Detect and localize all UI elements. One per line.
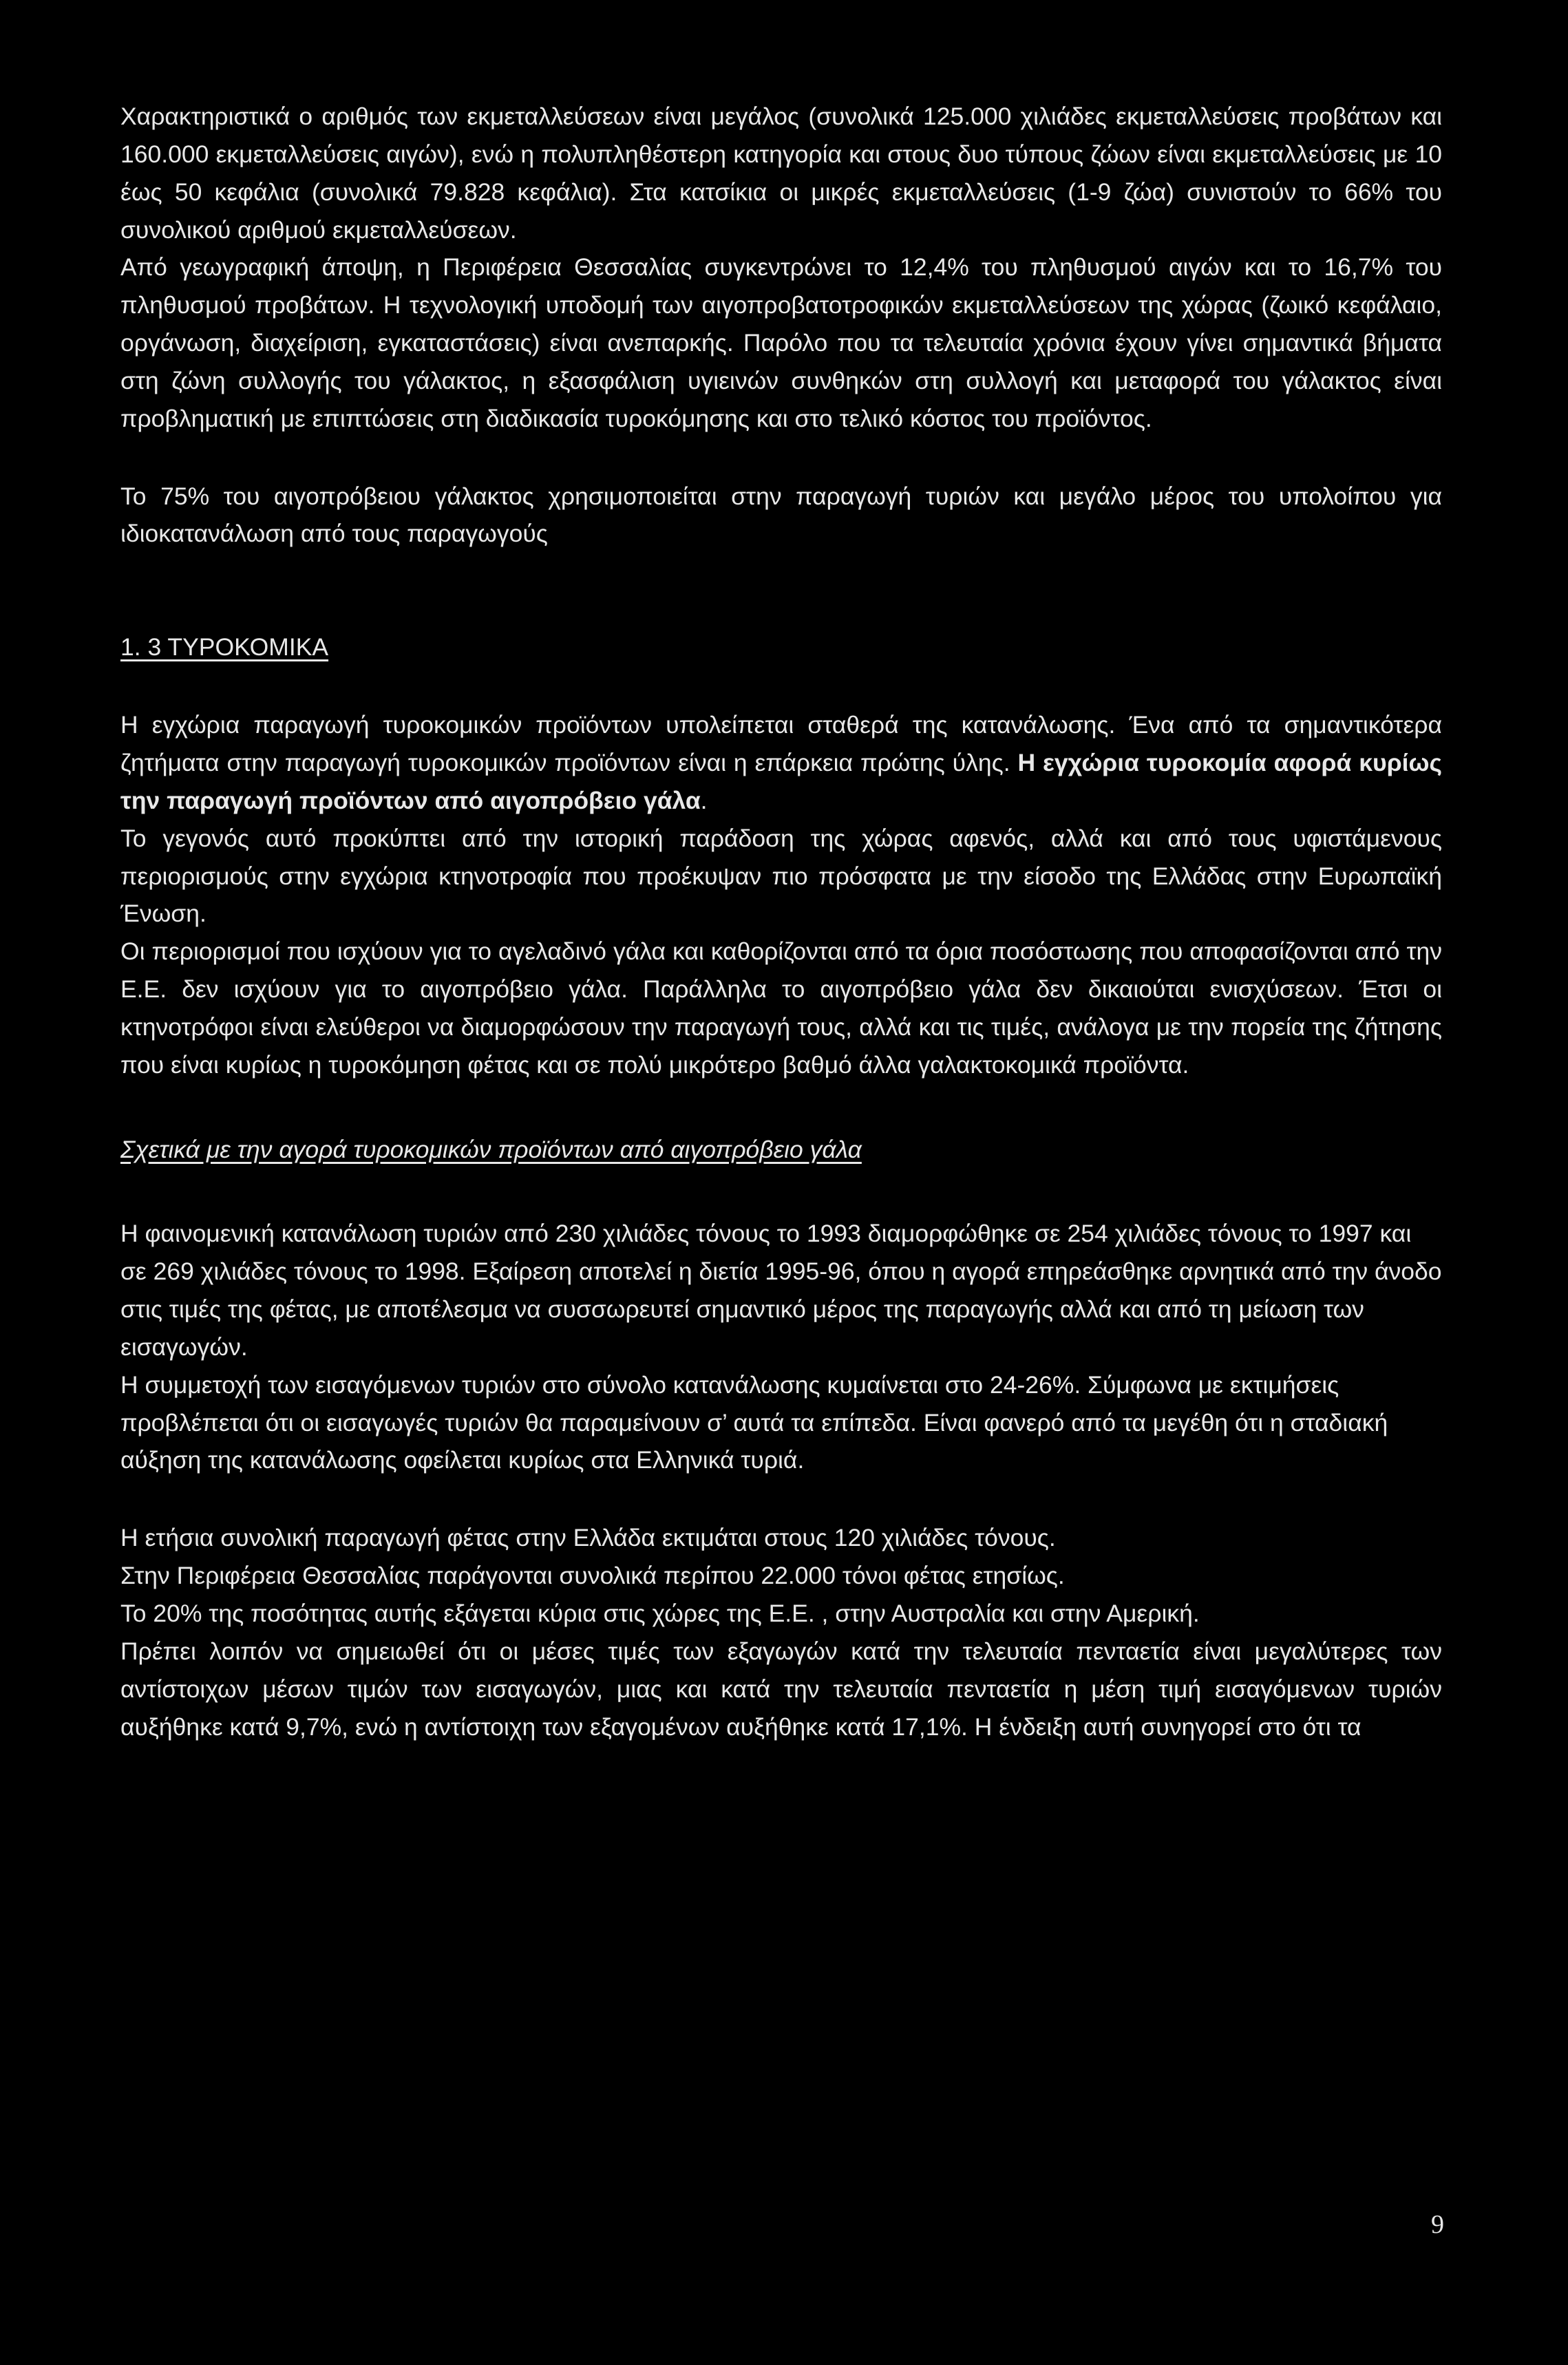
document-page <box>120 98 1442 1746</box>
paragraph-tradition: Το γεγονός αυτό προκύπτει από την ιστορική παράδοση της χώρας αφενός, αλλά και από τους υφιστάμενους περιορισμούς στην εγχώρια κτηνοτροφία που προέκυψαν πιο πρόσφατα με την είσοδο της Ελλάδας στην Ευρωπαϊκή Ένωση. <box>120 824 1442 928</box>
paragraph-prices: Πρέπει λοιπόν να σημειωθεί ότι οι μέσες τιμές των εξαγωγών κατά την τελευταία πενταετία είναι μεγαλύτερες των αντίστοιχων μέσων τιμών των εισαγωγών, μιας και κατά την τελευταία πενταετία η μέση τιμή εισαγόμενων τυριών αυξήθηκε κατά 9,7%, ενώ η αντίστοιχη των εξαγομένων αυξήθηκε κατά 17,1%. Η ένδειξη αυτή συνηγορεί στο ότι τα <box>120 1637 1442 1741</box>
spacer <box>120 1084 1442 1131</box>
paragraph-geography: Από γεωγραφική άποψη, η Περιφέρεια Θεσσαλίας συγκεντρώνει το 12,4% του πληθυσμού αιγών και το 16,7% του πληθυσμού προβάτων. Η τεχνολογική υποδομή των αιγοπροβατοτροφικών εκμεταλλεύσεων της χώρας (ζωικό κεφάλαιο, οργάνωση, διαχείριση, εγκαταστάσεις) είναι ανεπαρκής. Παρόλο που τα τελευταία χρόνια έχουν γίνει σημαντικά βήματα στη ζώνη συλλογής του γάλακτος, η εξασφάλιση υγιεινών συνθηκών στη συλλογή και μεταφορά του γάλακτος είναι προβληματική με επιπτώσεις στη διαδικασία τυροκόμησης και στο τελικό κόστος του προϊόντος. <box>120 253 1442 432</box>
subheading-market <box>120 1131 1442 1169</box>
sentence-end: . <box>700 786 708 814</box>
spacer <box>120 1168 1442 1215</box>
bold-statement: Η εγχώρια τυροκομία αφορά κυρίως την παραγωγή προϊόντων από αιγοπρόβειο γάλα <box>120 748 1442 814</box>
paragraph-domestic-production-text: Η εγχώρια παραγωγή τυροκομικών προϊόντων υπολείπεται σταθερά της κατανάλωσης. Ένα από τα σημαντικότερα ζητήματα στην παραγωγή τυροκομικών προϊόντων είναι η επάρκεια πρώτης ύλης. <box>120 711 1442 776</box>
section-heading-tyrokomika: 1. 3 ΤΥΡΟΚΟΜΙΚΑ <box>120 633 329 661</box>
spacer <box>120 438 1442 478</box>
paragraph-imports: Η συμμετοχή των εισαγόμενων τυριών στο σύνολο κατανάλωσης κυμαίνεται στο 24-26%. Σύμφωνα με εκτιμήσεις προβλέπεται ότι οι εισαγωγές τυριών θα παραμείνουν σ’ αυτά τα επίπεδα. Είναι φανερό από τα μεγέθη ότι η σταδιακή αύξηση της κατανάλωσης οφείλεται κυρίως στα Ελληνικά τυριά. <box>120 1370 1388 1474</box>
paragraph-consumption: Η φαινομενική κατανάλωση τυριών από 230 χιλιάδες τόνους το 1993 διαμορφώθηκε σε 254 χιλιάδες τόνους το 1997 και σε 269 χιλιάδες τόνους το 1998. Εξαίρεση αποτελεί η διετία 1995-96, όπου η αγορά επηρεάσθηκε αρνητικά από την άνοδο στις τιμές της φέτας, με αποτέλεσμα να συσσωρευτεί σημαντικό μέρος της παραγωγής αλλά και από τη μείωση των εισαγωγών. <box>120 1220 1442 1361</box>
page-number: 9 <box>1431 2210 1444 2239</box>
spacer <box>120 1479 1442 1519</box>
paragraph-farm-counts: Χαρακτηριστικά ο αριθμός των εκμεταλλεύσεων είναι μεγάλος (συνολικά 125.000 χιλιάδες εκμεταλλεύσεις προβάτων και 160.000 εκμεταλλεύσεις αιγών), ενώ η πολυπληθέστερη κατηγορία και στους δυο τύπους ζώων είναι εκμεταλλεύσεις με 10 έως 50 κεφάλια (συνολικά 79.828 κεφάλια). Στα κατσίκια οι μικρές εκμεταλλεύσεις (1-9 ζώα) συνιστούν το 66% του συνολικού αριθμού εκμεταλλεύσεων. <box>120 103 1442 244</box>
paragraph-feta-production: Η ετήσια συνολική παραγωγή φέτας στην Ελλάδα εκτιμάται στους 120 χιλιάδες τόνους. <box>120 1524 1056 1552</box>
spacer <box>120 666 1442 706</box>
paragraph-domestic-production <box>120 706 1442 820</box>
paragraph-restrictions: Οι περιορισμοί που ισχύουν για το αγελαδινό γάλα και καθορίζονται από τα όρια ποσόστωσης που αποφασίζονται από την Ε.Ε. δεν ισχύουν για το αιγοπρόβειο γάλα. Παράλληλα το αιγοπρόβειο γάλα δεν δικαιούται ενισχύσεων. Έτσι οι κτηνοτρόφοι είναι ελεύθεροι να διαμορφώσουν την παραγωγή τους, αλλά και τις τιμές, ανάλογα με την πορεία της ζήτησης που είναι κυρίως η τυροκόμηση φέτας και σε πολύ μικρότερο βαθμό άλλα γαλακτοκομικά προϊόντα. <box>120 937 1442 1079</box>
paragraph-exports: Το 20% της ποσότητας αυτής εξάγεται κύρια στις χώρες της Ε.Ε. , στην Αυστραλία και στην Αμερική. <box>120 1600 1200 1627</box>
paragraph-thessaly-feta: Στην Περιφέρεια Θεσσαλίας παράγονται συνολικά περίπου 22.000 τόνοι φέτας ετησίως. <box>120 1562 1065 1590</box>
spacer <box>120 553 1442 628</box>
subheading-market-text: Σχετικά με την αγορά τυροκομικών προϊόντων από αιγοπρόβειο γάλα <box>120 1135 862 1163</box>
paragraph-milk-usage: Το 75% του αιγοπρόβειου γάλακτος χρησιμοποιείται στην παραγωγή τυριών και μεγάλο μέρος του υπολοίπου για ιδιοκατανάλωση από τους παραγωγούς <box>120 482 1442 548</box>
